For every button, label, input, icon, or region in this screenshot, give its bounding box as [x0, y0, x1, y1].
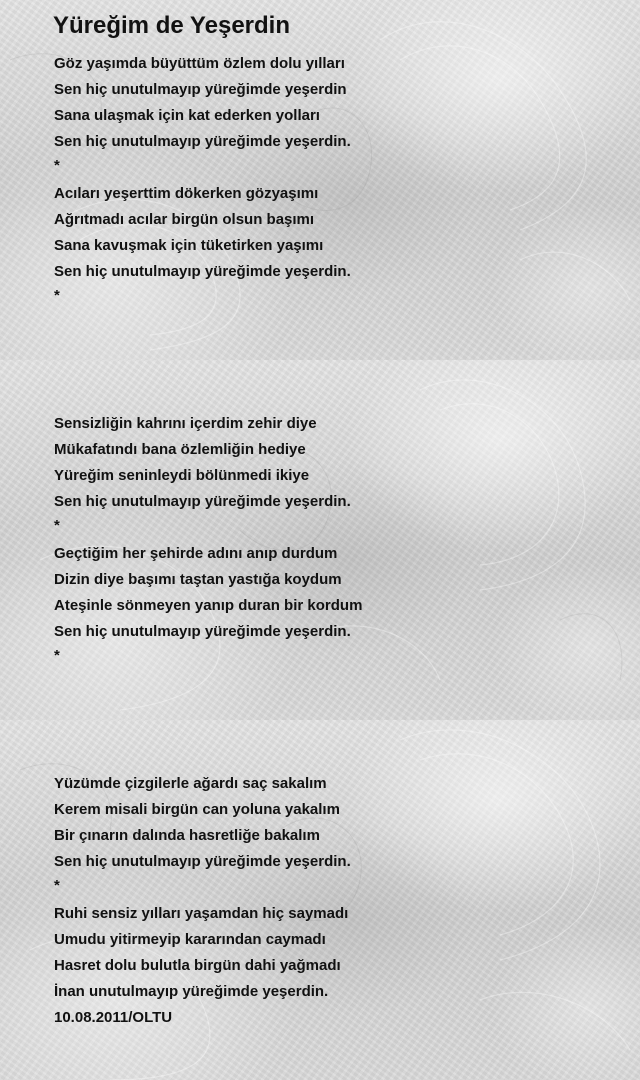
poem-line: Sana ulaşmak için kat ederken yolları: [54, 107, 320, 124]
poem-line: Dizin diye başımı taştan yastığa koydum: [54, 571, 342, 588]
poem-line: Geçtiğim her şehirde adını anıp durdum: [54, 545, 338, 562]
stanza-separator: *: [54, 647, 60, 664]
poem-line: Sen hiç unutulmayıp yüreğimde yeşerdin.: [54, 263, 351, 280]
poem-line: Ateşinle sönmeyen yanıp duran bir kordum: [54, 597, 363, 614]
poem-line: Ağrıtmadı acılar birgün olsun başımı: [54, 211, 315, 228]
poem-line: Sen hiç unutulmayıp yüreğimde yeşerdin: [54, 81, 347, 98]
poem-line: Yüreğim seninleydi bölünmedi ikiye: [54, 467, 310, 484]
stanza-separator: *: [54, 157, 60, 174]
poem-line: Acıları yeşerttim dökerken gözyaşımı: [54, 185, 319, 202]
poem-line: Ruhi sensiz yılları yaşamdan hiç saymadı: [54, 905, 349, 922]
poem-line: Sen hiç unutulmayıp yüreğimde yeşerdin.: [54, 623, 351, 640]
poem-line: Mükafatındı bana özlemliğin hediye: [54, 441, 306, 458]
stanza-separator: *: [54, 287, 60, 304]
stanza-separator: *: [54, 877, 60, 894]
poem-line: Hasret dolu bulutla birgün dahi yağmadı: [54, 957, 341, 974]
poem-section-1: [54, 51, 351, 311]
poem-line: Umudu yitirmeyip kararından caymadı: [54, 931, 326, 948]
poem-line: Sen hiç unutulmayıp yüreğimde yeşerdin.: [54, 133, 351, 150]
poem-line: Kerem misali birgün can yoluna yakalım: [54, 801, 340, 818]
poem-title: Yüreğim de Yeşerdin: [53, 12, 290, 39]
poem-date-signature: 10.08.2011/OLTU: [54, 1009, 173, 1026]
stanza-separator: *: [54, 517, 60, 534]
poem-line: İnan unutulmayıp yüreğimde yeşerdin.: [54, 983, 329, 1000]
poem-section-2: [54, 411, 362, 671]
poem-line: Sen hiç unutulmayıp yüreğimde yeşerdin.: [54, 493, 351, 510]
poem-line: Bir çınarın dalında hasretliğe bakalım: [54, 827, 320, 844]
poem-line: Sen hiç unutulmayıp yüreğimde yeşerdin.: [54, 853, 351, 870]
poem-line: Yüzümde çizgilerle ağardı saç sakalım: [54, 775, 327, 792]
poem-section-3: [54, 771, 351, 1031]
poem-line: Göz yaşımda büyüttüm özlem dolu yılları: [54, 55, 345, 72]
poem-line: Sensizliğin kahrını içerdim zehir diye: [54, 415, 317, 432]
poem-line: Sana kavuşmak için tüketirken yaşımı: [54, 237, 324, 254]
